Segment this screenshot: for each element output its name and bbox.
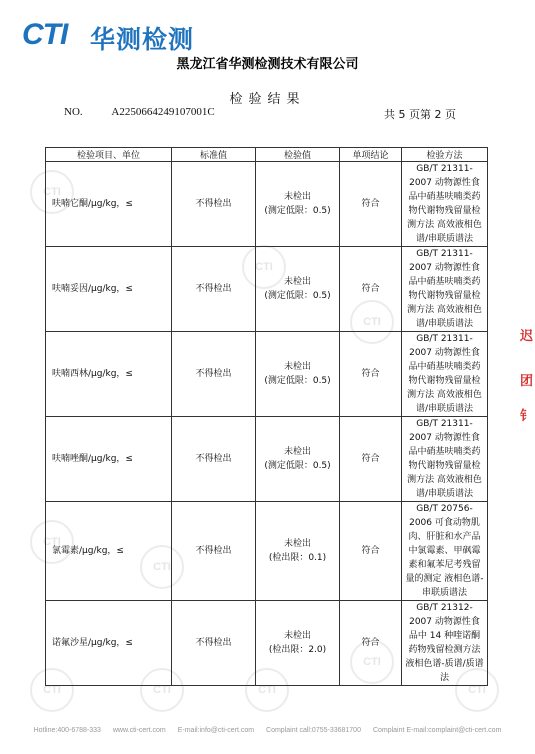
seal-fragment: 团 [520,374,534,389]
watermark-logo: CTI [350,300,394,344]
method-cell: GB/T 20756-2006 可食动物肌肉、肝脏和水产品中氯霉素、甲砜霉素和氟苯尼考残留量的测定 液相色谱-串联质谱法 [402,502,488,601]
value-limit: (测定低限：0.5) [264,461,331,471]
value-cell [256,601,340,686]
table-row [46,502,488,601]
footer-hotline: Hotline:400-6788-333 [33,727,101,734]
footer-complaint-email[interactable]: Complaint E-mail:complaint@cti-cert.com [372,727,502,734]
method-cell: GB/T 21311-2007 动物源性食品中硝基呋喃类药物代谢物残留量检测方法 高效液相色谱/串联质谱法 [402,247,488,332]
method-cell: GB/T 21311-2007 动物源性食品中硝基呋喃类药物代谢物残留量检测方法 高效液相色谱/串联质谱法 [402,417,488,502]
footer [0,727,535,734]
watermark-logo: CTI [30,668,74,712]
standard-cell: 不得检出 [172,332,256,417]
item-cell: 呋喃西林/μg/kg，≤ [46,332,172,417]
value-cell [256,332,340,417]
footer-website[interactable]: www.cti-cert.com [112,727,166,734]
value-cell [256,417,340,502]
value-limit: (检出限：0.1) [268,553,327,563]
conclusion-cell: 符合 [340,332,402,417]
standard-cell: 不得检出 [172,502,256,601]
footer-complaint-call: Complaint call:0755-33681700 [266,727,361,734]
header-conclusion: 单项结论 [340,148,402,162]
page-info: 共 5 页第 2 页 [384,108,456,121]
method-cell: GB/T 21311-2007 动物源性食品中硝基呋喃类药物代谢物残留量检测方法 高效液相色谱/串联质谱法 [402,162,488,247]
conclusion-cell: 符合 [340,162,402,247]
header-item: 检验项目、单位 [46,148,172,162]
conclusion-cell: 符合 [340,247,402,332]
cti-logo-chinese: 华测检测 [90,25,195,54]
item-cell: 诺氟沙星/μg/kg，≤ [46,601,172,686]
value-result: 未检出 [283,362,311,372]
seal-fragment: 钅 [520,409,534,424]
watermark-logo: CTI [140,545,184,589]
value-limit: (测定低限：0.5) [264,206,331,216]
standard-cell: 不得检出 [172,162,256,247]
standard-cell: 不得检出 [172,247,256,332]
method-cell: GB/T 21312-2007 动物源性食品中 14 种喹诺酮药物残留检测方法 液相色谱-质谱/质谱法 [402,601,488,686]
watermark-logo: CTI [245,668,289,712]
value-result: 未检出 [283,631,311,641]
conclusion-cell: 符合 [340,502,402,601]
watermark-logo: CTI [140,668,184,712]
item-cell: 呋喃妥因/μg/kg，≤ [46,247,172,332]
seal-fragment: 迟 [520,329,534,344]
cti-logo: CTI [22,18,68,51]
watermark-logo: CTI [30,170,74,214]
watermark-logo: CTI [455,668,499,712]
value-result: 未检出 [283,447,311,457]
table-row [46,332,488,417]
report-no-value: A2250664249107001C [111,106,215,118]
header-method: 检验方法 [402,148,488,162]
report-number [64,106,215,118]
value-limit: (测定低限：0.5) [264,291,331,301]
item-cell: 呋喃唑酮/μg/kg，≤ [46,417,172,502]
watermark-logo: CTI [242,245,286,289]
table-row [46,601,488,686]
watermark-logo: CTI [350,640,394,684]
value-cell [256,502,340,601]
table-row [46,247,488,332]
standard-cell: 不得检出 [172,601,256,686]
standard-cell: 不得检出 [172,417,256,502]
results-table [45,147,488,686]
report-no-label: NO. [64,106,83,118]
value-result: 未检出 [283,539,311,549]
value-cell [256,247,340,332]
value-limit: (检出限：2.0) [268,645,327,655]
table-row [46,417,488,502]
conclusion-cell: 符合 [340,601,402,686]
value-cell [256,162,340,247]
footer-email[interactable]: E-mail:info@cti-cert.com [177,727,255,734]
table-header-row [46,148,488,162]
value-result: 未检出 [283,192,311,202]
value-limit: (测定低限：0.5) [264,376,331,386]
table-row [46,162,488,247]
company-name: 黑龙江省华测检测技术有限公司 [176,57,359,72]
item-cell: 呋喃它酮/μg/kg，≤ [46,162,172,247]
item-cell: 氯霉素/μg/kg，≤ [46,502,172,601]
header-value: 检验值 [256,148,340,162]
method-cell: GB/T 21311-2007 动物源性食品中硝基呋喃类药物代谢物残留量检测方法 高效液相色谱/串联质谱法 [402,332,488,417]
watermark-logo: CTI [30,520,74,564]
value-result: 未检出 [283,277,311,287]
header-standard: 标准值 [172,148,256,162]
document-title: 检验结果 [229,92,306,107]
conclusion-cell: 符合 [340,417,402,502]
